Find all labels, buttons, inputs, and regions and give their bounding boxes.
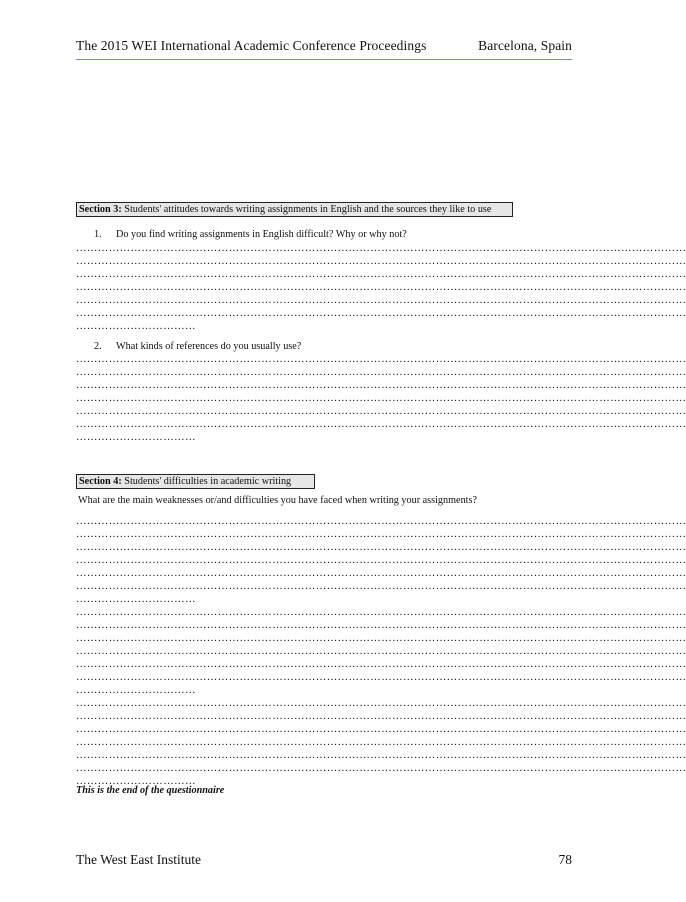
answer-line[interactable]: …………………………………………………………………………………………………………………………………………………… (76, 646, 686, 657)
answer-line-short[interactable]: …………………………… (76, 594, 196, 605)
closing-note: This is the end of the questionnaire (76, 785, 225, 796)
answer-line-short[interactable]: …………………………… (76, 321, 196, 332)
question-2 (94, 340, 301, 353)
answer-line[interactable]: …………………………………………………………………………………………………………………………………………………… (76, 698, 686, 709)
answer-line[interactable]: …………………………………………………………………………………………………………………………………………………… (76, 367, 686, 378)
answer-line-short[interactable]: …………………………… (76, 685, 196, 696)
conference-title: The 2015 WEI International Academic Conference Proceedings (76, 38, 427, 53)
answer-line[interactable]: …………………………………………………………………………………………………………………………………………………… (76, 243, 686, 254)
answer-line[interactable]: …………………………………………………………………………………………………………………………………………………… (76, 542, 686, 553)
answer-line[interactable]: …………………………………………………………………………………………………………………………………………………… (76, 659, 686, 670)
answer-line[interactable]: …………………………………………………………………………………………………………………………………………………… (76, 354, 686, 365)
answer-line-short[interactable]: …………………………… (76, 776, 196, 787)
question-1 (94, 228, 407, 241)
question-3 (78, 494, 477, 507)
question-1-number: 1. (94, 229, 102, 240)
answer-line[interactable]: …………………………………………………………………………………………………………………………………………………… (76, 256, 686, 267)
answer-line[interactable]: …………………………………………………………………………………………………………………………………………………… (76, 419, 686, 430)
answer-line[interactable]: …………………………………………………………………………………………………………………………………………………… (76, 672, 686, 683)
answer-line[interactable]: …………………………………………………………………………………………………………………………………………………… (76, 282, 686, 293)
question-1-text: Do you find writing assignments in English difficult? Why or why not? (116, 229, 407, 240)
answer-line[interactable]: …………………………………………………………………………………………………………………………………………………… (76, 308, 686, 319)
answer-line-short[interactable]: …………………………… (76, 432, 196, 443)
answer-line[interactable]: …………………………………………………………………………………………………………………………………………………… (76, 763, 686, 774)
answer-line[interactable]: …………………………………………………………………………………………………………………………………………………… (76, 633, 686, 644)
answer-line[interactable]: …………………………………………………………………………………………………………………………………………………… (76, 380, 686, 391)
section-3-heading (76, 202, 513, 217)
question-2-text: What kinds of references do you usually use? (116, 341, 302, 352)
answer-line[interactable]: …………………………………………………………………………………………………………………………………………………… (76, 581, 686, 592)
section-4-label: Section 4: (79, 476, 122, 487)
page-header (76, 38, 572, 54)
answer-line[interactable]: …………………………………………………………………………………………………………………………………………………… (76, 269, 686, 280)
answer-line[interactable]: …………………………………………………………………………………………………………………………………………………… (76, 711, 686, 722)
answer-line[interactable]: …………………………………………………………………………………………………………………………………………………… (76, 295, 686, 306)
footer-institute: The West East Institute (76, 852, 202, 867)
answer-line[interactable]: …………………………………………………………………………………………………………………………………………………… (76, 516, 686, 527)
answer-line[interactable]: …………………………………………………………………………………………………………………………………………………… (76, 406, 686, 417)
header-rule (76, 59, 572, 60)
answer-line[interactable]: …………………………………………………………………………………………………………………………………………………… (76, 568, 686, 579)
conference-location: Barcelona, Spain (478, 38, 572, 53)
question-3-text: What are the main weaknesses or/and difficulties you have faced when writing your assignments? (78, 495, 477, 506)
page-footer (76, 852, 572, 868)
page-number: 78 (558, 852, 572, 867)
answer-line[interactable]: …………………………………………………………………………………………………………………………………………………… (76, 724, 686, 735)
section-4-heading (76, 474, 315, 489)
question-2-number: 2. (94, 341, 102, 352)
answer-line[interactable]: …………………………………………………………………………………………………………………………………………………… (76, 737, 686, 748)
section-3-title: Students' attitudes towards writing assignments in English and the sources they like to use (124, 204, 492, 215)
answer-line[interactable]: …………………………………………………………………………………………………………………………………………………… (76, 555, 686, 566)
answer-line[interactable]: …………………………………………………………………………………………………………………………………………………… (76, 529, 686, 540)
answer-line[interactable]: …………………………………………………………………………………………………………………………………………………… (76, 620, 686, 631)
answer-line[interactable]: …………………………………………………………………………………………………………………………………………………… (76, 393, 686, 404)
answer-line[interactable]: …………………………………………………………………………………………………………………………………………………… (76, 750, 686, 761)
section-4-title: Students' difficulties in academic writing (124, 476, 292, 487)
answer-line[interactable]: …………………………………………………………………………………………………………………………………………………… (76, 607, 686, 618)
section-3-label: Section 3: (79, 204, 122, 215)
